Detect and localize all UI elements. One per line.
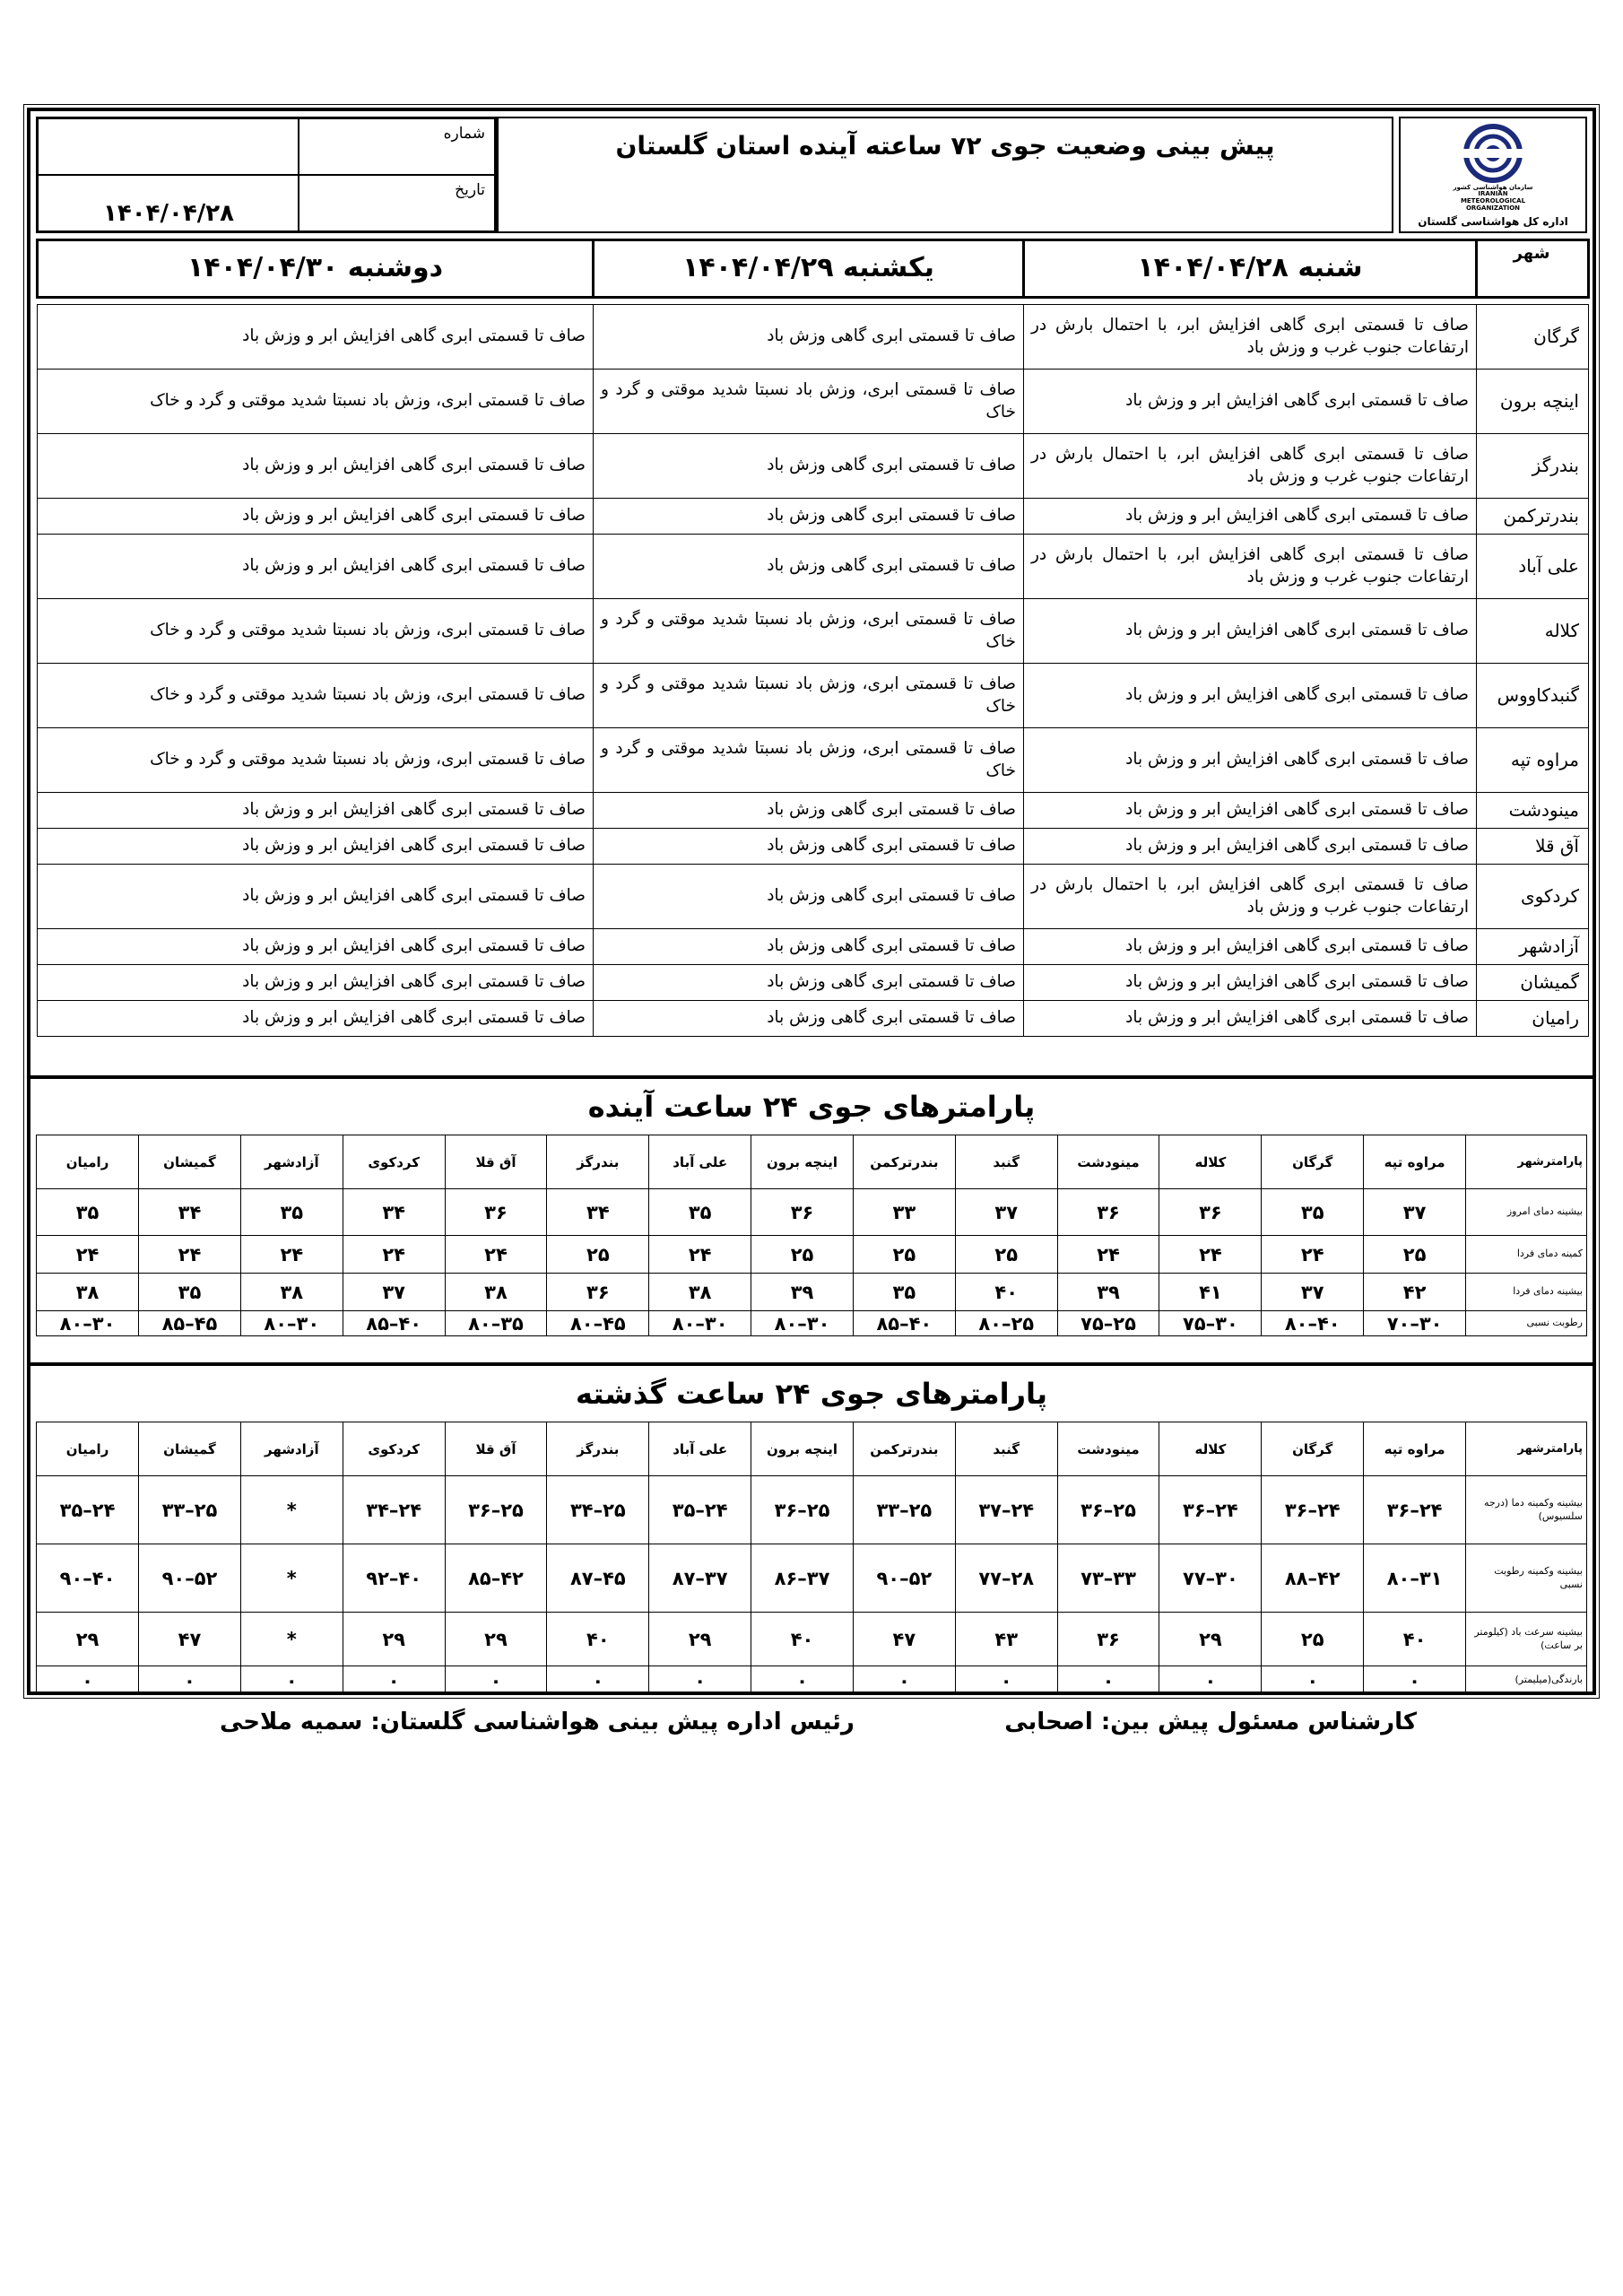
forecast-day-1: صاف تا قسمتی ابری گاهی افزایش ابر و وزش باد	[1024, 965, 1477, 1001]
forecast-row	[38, 929, 1589, 965]
param-city-header: اینچه برون	[751, 1135, 854, 1189]
forecast-day-3: صاف تا قسمتی ابری گاهی افزایش ابر و وزش باد	[38, 865, 594, 929]
param-value: ۲۴–۳۶	[1262, 1476, 1364, 1544]
param-value: ۴۵–۸۵	[139, 1311, 241, 1336]
day-header-2: یکشنبه ۱۴۰۴/۰۴/۲۹	[594, 240, 1024, 298]
param-value: ۰	[445, 1666, 547, 1695]
forecast-day-3: صاف تا قسمتی ابری گاهی افزایش ابر و وزش باد	[38, 829, 594, 865]
param-city-header: گمیشان	[139, 1135, 241, 1189]
number-label: شماره	[298, 118, 495, 175]
forecast-day-2: صاف تا قسمتی ابری گاهی وزش باد	[594, 929, 1024, 965]
city-name: اینچه برون	[1477, 370, 1589, 434]
forecast-row	[38, 535, 1589, 599]
param-value: ۰	[37, 1666, 139, 1695]
logo-emblem-icon	[1439, 122, 1547, 185]
forecast-row	[38, 370, 1589, 434]
forecast-day-3: صاف تا قسمتی ابری گاهی افزایش ابر و وزش باد	[38, 965, 594, 1001]
param-value: ۲۴–۳۷	[955, 1476, 1057, 1544]
param-value: ۳۰–۸۰	[751, 1311, 854, 1336]
forecast-day-1: صاف تا قسمتی ابری گاهی افزایش ابر، با احتمال بارش در ارتفاعات جنوب غرب و وزش باد	[1024, 865, 1477, 929]
param-value: ۳۶	[1057, 1189, 1159, 1236]
param-value: ۳۰–۸۰	[240, 1311, 343, 1336]
forecast-day-3: صاف تا قسمتی ابری گاهی افزایش ابر و وزش باد	[38, 434, 594, 499]
param-city-header: کردکوی	[343, 1135, 445, 1189]
forecast-day-1: صاف تا قسمتی ابری گاهی افزایش ابر و وزش باد	[1024, 829, 1477, 865]
param-value: ۲۴	[37, 1236, 139, 1274]
param-city-header: بندرترکمن	[853, 1422, 955, 1476]
city-name: رامیان	[1477, 1001, 1589, 1037]
forecast-row	[38, 793, 1589, 829]
param-value: ۳۰–۷۵	[1159, 1311, 1262, 1336]
param-city-header: آزادشهر	[240, 1135, 343, 1189]
logo-line-3: METEOROLOGICAL	[1460, 197, 1526, 204]
param-value: ۴۲	[1364, 1274, 1466, 1311]
logo-line-1: سازمان هواشناسی کشور	[1453, 183, 1533, 191]
param-value: ۴۱	[1159, 1274, 1262, 1311]
param-label: بیشینه سرعت باد (کیلومتر بر ساعت)	[1466, 1613, 1587, 1666]
param-city-header: آق قلا	[445, 1422, 547, 1476]
param-value: ۲۴–۳۶	[1364, 1476, 1466, 1544]
past24-title: پارامترهای جوی ۲۴ ساعت گذشته	[575, 1377, 1048, 1411]
param-header: پارامترشهر	[1466, 1135, 1587, 1189]
forecast-row	[38, 305, 1589, 370]
forecast-day-1: صاف تا قسمتی ابری گاهی افزایش ابر و وزش باد	[1024, 929, 1477, 965]
param-value: ۳۷	[1364, 1189, 1466, 1236]
logo-caption: اداره کل هواشناسی گلستان	[1418, 215, 1568, 229]
param-label: بارندگی(میلیمتر)	[1466, 1666, 1587, 1695]
forecast-day-3: صاف تا قسمتی ابری گاهی افزایش ابر و وزش باد	[38, 793, 594, 829]
forecast-row	[38, 1001, 1589, 1037]
param-value: ۲۴	[240, 1236, 343, 1274]
param-value: ۳۷–۸۷	[649, 1544, 751, 1613]
param-value: ۲۹	[1159, 1613, 1262, 1666]
param-value: ۳۵	[37, 1189, 139, 1236]
logo-line-4: ORGANIZATION	[1465, 204, 1521, 212]
param-value: ۴۷	[139, 1613, 241, 1666]
param-city-header: کردکوی	[343, 1422, 445, 1476]
forecast-day-1: صاف تا قسمتی ابری گاهی افزایش ابر، با احتمال بارش در ارتفاعات جنوب غرب و وزش باد	[1024, 535, 1477, 599]
param-value: ۳۸	[240, 1274, 343, 1311]
next24-param-row	[37, 1189, 1587, 1236]
forecast-day-2: صاف تا قسمتی ابری گاهی وزش باد	[594, 965, 1024, 1001]
city-name: مینودشت	[1477, 793, 1589, 829]
param-value: ۴۲–۸۵	[445, 1544, 547, 1613]
param-value: ۰	[547, 1666, 649, 1695]
forecast-day-3: صاف تا قسمتی ابری گاهی افزایش ابر و وزش باد	[38, 499, 594, 535]
param-value: ۳۰–۸۰	[37, 1311, 139, 1336]
param-value: ۳۹	[751, 1274, 854, 1311]
document-title: پیش بینی وضعیت جوی ۷۲ ساعته آینده استان گلستان	[497, 117, 1393, 233]
forecast-day-3: صاف تا قسمتی ابری، وزش باد نسبتا شدید موقتی و گرد و خاک	[38, 599, 594, 664]
city-name: آزادشهر	[1477, 929, 1589, 965]
past24-rows	[37, 1422, 1587, 1695]
next24-title: پارامترهای جوی ۲۴ ساعت آینده	[587, 1090, 1036, 1124]
document-header	[36, 117, 1587, 233]
past24-section	[30, 1362, 1593, 1695]
param-value: ۴۰	[751, 1613, 854, 1666]
forecast-row	[38, 865, 1589, 929]
day-header-1: شنبه ۱۴۰۴/۰۴/۲۸	[1024, 240, 1477, 298]
param-value: ۲۵	[1262, 1613, 1364, 1666]
param-value: ۲۴	[1057, 1236, 1159, 1274]
param-value: ۴۰–۸۰	[1262, 1311, 1364, 1336]
param-value: ۲۴	[139, 1236, 241, 1274]
param-city-header: مراوه تپه	[1364, 1422, 1466, 1476]
head-signature: رئیس اداره پیش بینی هواشناسی گلستان: سمیه ملاحی	[220, 1709, 855, 1735]
next24-header-row	[37, 1135, 1587, 1189]
param-value: ۲۵	[853, 1236, 955, 1274]
param-value: ۲۴–۳۴	[343, 1476, 445, 1544]
param-value: *	[240, 1544, 343, 1613]
forecast-day-1: صاف تا قسمتی ابری گاهی افزایش ابر و وزش باد	[1024, 370, 1477, 434]
param-value: ۴۳	[955, 1613, 1057, 1666]
past24-table	[36, 1422, 1587, 1695]
param-label: کمینه دمای فردا	[1466, 1236, 1587, 1274]
param-value: ۳۷–۸۶	[751, 1544, 854, 1613]
forecast-row	[38, 599, 1589, 664]
param-value: ۲۴	[343, 1236, 445, 1274]
param-value: ۰	[751, 1666, 854, 1695]
city-name: کردکوی	[1477, 865, 1589, 929]
param-value: ۳۵	[139, 1274, 241, 1311]
forecast-day-1: صاف تا قسمتی ابری گاهی افزایش ابر و وزش باد	[1024, 793, 1477, 829]
param-label: بیشینه دمای فردا	[1466, 1274, 1587, 1311]
organization-logo	[1399, 117, 1587, 233]
forecast-row	[38, 434, 1589, 499]
param-value: ۳۹	[1057, 1274, 1159, 1311]
param-value: ۴۵–۸۷	[547, 1544, 649, 1613]
past24-param-row	[37, 1544, 1587, 1613]
param-city-header: آق قلا	[445, 1135, 547, 1189]
param-value: ۰	[1057, 1666, 1159, 1695]
param-city-header: گنبد	[955, 1135, 1057, 1189]
param-value: ۰	[1159, 1666, 1262, 1695]
param-value: ۳۵	[240, 1189, 343, 1236]
forecast-day-3: صاف تا قسمتی ابری گاهی افزایش ابر و وزش باد	[38, 305, 594, 370]
param-city-header: کلاله	[1159, 1135, 1262, 1189]
param-value: ۳۵	[1262, 1189, 1364, 1236]
param-label: بیشینه وکمینه دما (درجه سلسیوس)	[1466, 1476, 1587, 1544]
param-value: ۲۴	[649, 1236, 751, 1274]
date-label: تاریخ	[298, 175, 495, 231]
param-value: ۳۶	[547, 1274, 649, 1311]
param-value: ۰	[955, 1666, 1057, 1695]
past24-param-row	[37, 1666, 1587, 1695]
param-value: ۲۴–۳۵	[649, 1476, 751, 1544]
forecast-row	[38, 965, 1589, 1001]
param-city-header: مینودشت	[1057, 1422, 1159, 1476]
next24-rows	[37, 1135, 1587, 1336]
param-value: ۴۰–۸۵	[853, 1311, 955, 1336]
param-city-header: رامیان	[37, 1422, 139, 1476]
param-city-header: علی آباد	[649, 1422, 751, 1476]
param-value: ۳۷	[1262, 1274, 1364, 1311]
forecast-day-2: صاف تا قسمتی ابری، وزش باد نسبتا شدید موقتی و گرد و خاک	[594, 728, 1024, 793]
param-city-header: مراوه تپه	[1364, 1135, 1466, 1189]
param-city-header: بندرگز	[547, 1422, 649, 1476]
param-value: ۳۶	[1159, 1189, 1262, 1236]
param-value: ۰	[139, 1666, 241, 1695]
param-value: ۴۰–۹۲	[343, 1544, 445, 1613]
param-value: ۲۹	[343, 1613, 445, 1666]
param-value: ۲۴–۳۵	[37, 1476, 139, 1544]
param-value: ۲۵	[547, 1236, 649, 1274]
param-value: ۰	[343, 1666, 445, 1695]
forecast-day-1: صاف تا قسمتی ابری گاهی افزایش ابر و وزش باد	[1024, 728, 1477, 793]
param-value: ۳۳–۷۳	[1057, 1544, 1159, 1613]
param-value: ۳۸	[649, 1274, 751, 1311]
city-name: بندرگز	[1477, 434, 1589, 499]
forecast-day-3: صاف تا قسمتی ابری گاهی افزایش ابر و وزش باد	[38, 929, 594, 965]
param-value: ۳۴	[139, 1189, 241, 1236]
forecast-day-2: صاف تا قسمتی ابری گاهی وزش باد	[594, 499, 1024, 535]
param-city-header: مینودشت	[1057, 1135, 1159, 1189]
document-frame	[27, 108, 1596, 1695]
param-label: رطوبت نسبی	[1466, 1311, 1587, 1336]
param-value: ۳۶	[1057, 1613, 1159, 1666]
next24-param-row	[37, 1236, 1587, 1274]
param-value: ۳۶	[445, 1189, 547, 1236]
date-value: ۱۴۰۴/۰۴/۲۸	[38, 175, 299, 231]
day-header-row	[38, 240, 1589, 298]
city-name: گنبدکاووس	[1477, 664, 1589, 728]
forecast-day-2: صاف تا قسمتی ابری گاهی وزش باد	[594, 1001, 1024, 1037]
param-value: ۳۷	[343, 1274, 445, 1311]
param-value: ۳۰–۷۷	[1159, 1544, 1262, 1613]
forecast-day-2: صاف تا قسمتی ابری گاهی وزش باد	[594, 434, 1024, 499]
param-value: ۳۵	[853, 1274, 955, 1311]
param-value: ۲۵–۳۶	[445, 1476, 547, 1544]
param-value: ۳۶	[751, 1189, 854, 1236]
param-value: *	[240, 1476, 343, 1544]
param-value: ۰	[1262, 1666, 1364, 1695]
param-value: ۲۹	[37, 1613, 139, 1666]
param-value: ۴۰–۹۰	[37, 1544, 139, 1613]
param-value: ۵۲–۹۰	[853, 1544, 955, 1613]
param-value: ۲۴	[1159, 1236, 1262, 1274]
param-city-header: گرگان	[1262, 1135, 1364, 1189]
forecast-day-2: صاف تا قسمتی ابری گاهی وزش باد	[594, 829, 1024, 865]
param-value: ۲۵–۷۵	[1057, 1311, 1159, 1336]
city-name: آق قلا	[1477, 829, 1589, 865]
param-value: ۳۸	[37, 1274, 139, 1311]
param-value: ۰	[1364, 1666, 1466, 1695]
forecast-rows	[38, 305, 1589, 1037]
document-meta	[36, 117, 497, 233]
param-value: ۴۰–۸۵	[343, 1311, 445, 1336]
forecast-day-1: صاف تا قسمتی ابری گاهی افزایش ابر و وزش باد	[1024, 599, 1477, 664]
param-value: ۲۴	[1262, 1236, 1364, 1274]
forecast-day-2: صاف تا قسمتی ابری گاهی وزش باد	[594, 305, 1024, 370]
forecast-section	[36, 239, 1587, 1037]
param-city-header: رامیان	[37, 1135, 139, 1189]
param-value: ۲۵	[1364, 1236, 1466, 1274]
param-value: ۳۸	[445, 1274, 547, 1311]
param-value: ۳۴	[547, 1189, 649, 1236]
forecast-row	[38, 664, 1589, 728]
city-name: مراوه تپه	[1477, 728, 1589, 793]
param-city-header: کلاله	[1159, 1422, 1262, 1476]
forecaster-signature: کارشناس مسئول پیش بین: اصحابی	[1004, 1709, 1417, 1735]
param-value: ۰	[649, 1666, 751, 1695]
param-value: ۴۵–۸۰	[547, 1311, 649, 1336]
forecast-day-3: صاف تا قسمتی ابری، وزش باد نسبتا شدید موقتی و گرد و خاک	[38, 664, 594, 728]
forecast-day-2: صاف تا قسمتی ابری، وزش باد نسبتا شدید موقتی و گرد و خاک	[594, 664, 1024, 728]
forecast-row	[38, 499, 1589, 535]
past24-header-row	[37, 1422, 1587, 1476]
param-value: ۲۵–۸۰	[955, 1311, 1057, 1336]
city-column-header: شهر	[1477, 240, 1589, 298]
param-value: ۳۰–۷۰	[1364, 1311, 1466, 1336]
param-value: ۲۵–۳۳	[853, 1476, 955, 1544]
forecast-day-1: صاف تا قسمتی ابری گاهی افزایش ابر و وزش باد	[1024, 1001, 1477, 1037]
forecast-day-3: صاف تا قسمتی ابری، وزش باد نسبتا شدید موقتی و گرد و خاک	[38, 370, 594, 434]
param-city-header: بندرترکمن	[853, 1135, 955, 1189]
param-value: ۳۵–۸۰	[445, 1311, 547, 1336]
forecast-day-1: صاف تا قسمتی ابری گاهی افزایش ابر و وزش باد	[1024, 664, 1477, 728]
city-name: بندرترکمن	[1477, 499, 1589, 535]
forecast-day-2: صاف تا قسمتی ابری گاهی وزش باد	[594, 865, 1024, 929]
next24-table	[36, 1135, 1587, 1336]
param-value: ۰	[240, 1666, 343, 1695]
param-value: ۳۰–۸۰	[649, 1311, 751, 1336]
forecast-day-1: صاف تا قسمتی ابری گاهی افزایش ابر و وزش باد	[1024, 499, 1477, 535]
param-value: ۲۵–۳۶	[751, 1476, 854, 1544]
param-city-header: اینچه برون	[751, 1422, 854, 1476]
param-value: ۵۲–۹۰	[139, 1544, 241, 1613]
param-value: *	[240, 1613, 343, 1666]
forecast-day-3: صاف تا قسمتی ابری، وزش باد نسبتا شدید موقتی و گرد و خاک	[38, 728, 594, 793]
param-value: ۲۵–۳۴	[547, 1476, 649, 1544]
param-value: ۲۵	[955, 1236, 1057, 1274]
city-name: گرگان	[1477, 305, 1589, 370]
number-value	[38, 118, 299, 175]
param-city-header: گنبد	[955, 1422, 1057, 1476]
param-value: ۳۳	[853, 1189, 955, 1236]
param-value: ۲۵–۳۶	[1057, 1476, 1159, 1544]
param-value: ۴۰	[955, 1274, 1057, 1311]
city-name: علی آباد	[1477, 535, 1589, 599]
param-value: ۴۲–۸۸	[1262, 1544, 1364, 1613]
param-value: ۳۱–۸۰	[1364, 1544, 1466, 1613]
param-value: ۲۸–۷۷	[955, 1544, 1057, 1613]
param-value: ۲۹	[445, 1613, 547, 1666]
param-city-header: گمیشان	[139, 1422, 241, 1476]
param-city-header: آزادشهر	[240, 1422, 343, 1476]
param-value: ۲۴–۳۶	[1159, 1476, 1262, 1544]
param-value: ۳۷	[955, 1189, 1057, 1236]
param-city-header: بندرگز	[547, 1135, 649, 1189]
city-name: کلاله	[1477, 599, 1589, 664]
param-value: ۲۹	[649, 1613, 751, 1666]
param-value: ۲۵–۳۳	[139, 1476, 241, 1544]
forecast-day-3: صاف تا قسمتی ابری گاهی افزایش ابر و وزش باد	[38, 1001, 594, 1037]
next24-section	[30, 1075, 1593, 1336]
param-city-header: گرگان	[1262, 1422, 1364, 1476]
forecast-day-2: صاف تا قسمتی ابری گاهی وزش باد	[594, 535, 1024, 599]
logo-line-2: IRANIAN	[1478, 190, 1508, 198]
param-value: ۳۴	[343, 1189, 445, 1236]
past24-param-row	[37, 1613, 1587, 1666]
spacer	[38, 298, 1589, 305]
param-value: ۲۴	[445, 1236, 547, 1274]
param-city-header: علی آباد	[649, 1135, 751, 1189]
forecast-row	[38, 829, 1589, 865]
param-value: ۴۰	[547, 1613, 649, 1666]
param-value: ۳۵	[649, 1189, 751, 1236]
next24-param-row	[37, 1311, 1587, 1336]
param-header: پارامترشهر	[1466, 1422, 1587, 1476]
forecast-day-1: صاف تا قسمتی ابری گاهی افزایش ابر، با احتمال بارش در ارتفاعات جنوب غرب و وزش باد	[1024, 434, 1477, 499]
day-header-3: دوشنبه ۱۴۰۴/۰۴/۳۰	[38, 240, 594, 298]
next24-param-row	[37, 1274, 1587, 1311]
param-label: بیشینه وکمینه رطوبت نسبی	[1466, 1544, 1587, 1613]
param-value: ۴۰	[1364, 1613, 1466, 1666]
param-value: ۰	[853, 1666, 955, 1695]
past24-param-row	[37, 1476, 1587, 1544]
city-name: گمیشان	[1477, 965, 1589, 1001]
forecast-day-2: صاف تا قسمتی ابری، وزش باد نسبتا شدید موقتی و گرد و خاک	[594, 599, 1024, 664]
forecast-day-3: صاف تا قسمتی ابری گاهی افزایش ابر و وزش باد	[38, 535, 594, 599]
forecast-day-2: صاف تا قسمتی ابری گاهی وزش باد	[594, 793, 1024, 829]
param-value: ۴۷	[853, 1613, 955, 1666]
param-value: ۲۵	[751, 1236, 854, 1274]
forecast-row	[38, 728, 1589, 793]
param-label: بیشینه دمای امروز	[1466, 1189, 1587, 1236]
forecast-day-2: صاف تا قسمتی ابری، وزش باد نسبتا شدید موقتی و گرد و خاک	[594, 370, 1024, 434]
forecast-day-1: صاف تا قسمتی ابری گاهی افزایش ابر، با احتمال بارش در ارتفاعات جنوب غرب و وزش باد	[1024, 305, 1477, 370]
forecast-table	[36, 239, 1590, 1037]
signature-footer	[0, 1709, 1623, 1753]
